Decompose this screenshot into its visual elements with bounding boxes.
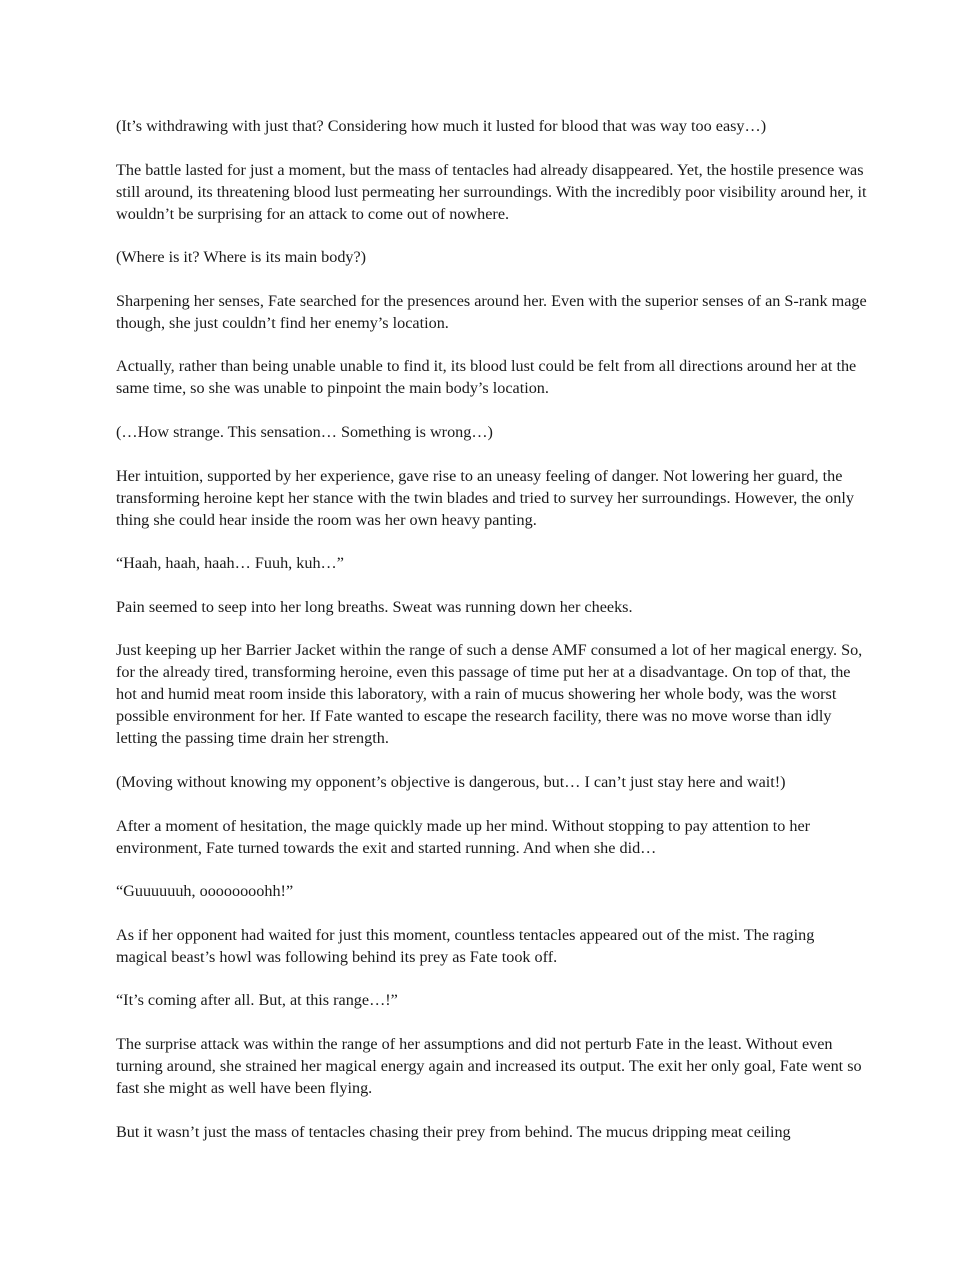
paragraph: (Where is it? Where is its main body?): [116, 248, 367, 267]
paragraph: Pain seemed to seep into her long breaths. Sweat was running down her cheeks.: [116, 597, 633, 616]
paragraph: “Haah, haah, haah… Fuuh, kuh…”: [116, 554, 344, 573]
paragraph: The battle lasted for just a moment, but the mass of tentacles had already disappeared. Yet, the hostile presence was still around, its threatening blood lust permeating her surroundings. With the incredibly poor visibility around her, it wouldn’t be surprising for an attack to come out of nowhere.: [116, 160, 867, 223]
paragraph: The surprise attack was within the range of her assumptions and did not perturb Fate in the least. Without even turning around, she strained her magical energy again and increased its output. The exit her only goal, Fate went so fast she might as well have been flying.: [116, 1034, 862, 1097]
paragraph: (Moving without knowing my opponent’s objective is dangerous, but… I can’t just stay here and wait!): [116, 772, 786, 791]
paragraph: Her intuition, supported by her experience, gave rise to an uneasy feeling of danger. Not lowering her guard, the transforming heroine kept her stance with the twin blades and tried to survey her surroundings. However, the only thing she could hear inside the room was her own heavy panting.: [116, 466, 854, 529]
paragraph: (…How strange. This sensation… Something is wrong…): [116, 422, 493, 441]
paragraph: Just keeping up her Barrier Jacket within the range of such a dense AMF consumed a lot of her magical energy. So, for the already tired, transforming heroine, even this passage of time put her at a disadvantage. On top of that, the hot and humid meat room inside this laboratory, with a rain of mucus showering her whole body, was the worst possible environment for her. If Fate wanted to escape the research facility, there was no move worse than idly letting the passing time drain her strength.: [116, 641, 863, 748]
paragraph: (It’s withdrawing with just that? Considering how much it lusted for blood that was way too easy…): [116, 117, 767, 135]
paragraph: After a moment of hesitation, the mage quickly made up her mind. Without stopping to pay attention to her environment, Fate turned towards the exit and started running. And when she did…: [116, 816, 811, 857]
paragraph: But it wasn’t just the mass of tentacles chasing their prey from behind. The mucus dripping meat ceiling: [116, 1122, 791, 1141]
paragraph: Sharpening her senses, Fate searched for the presences around her. Even with the superior senses of an S-rank mage though, she just couldn’t find her enemy’s location.: [116, 291, 867, 332]
paragraph: Actually, rather than being unable unable to find it, its blood lust could be felt from all directions around her at the same time, so she was unable to pinpoint the main body’s location.: [116, 357, 857, 398]
paragraph: “Guuuuuuh, oooooooohh!”: [116, 882, 294, 901]
body-text: [116, 115, 868, 1164]
paragraph: As if her opponent had waited for just this moment, countless tentacles appeared out of the mist. The raging magical beast’s howl was following behind its prey as Fate took off.: [116, 925, 815, 966]
paragraph: “It’s coming after all. But, at this range…!”: [116, 991, 398, 1010]
